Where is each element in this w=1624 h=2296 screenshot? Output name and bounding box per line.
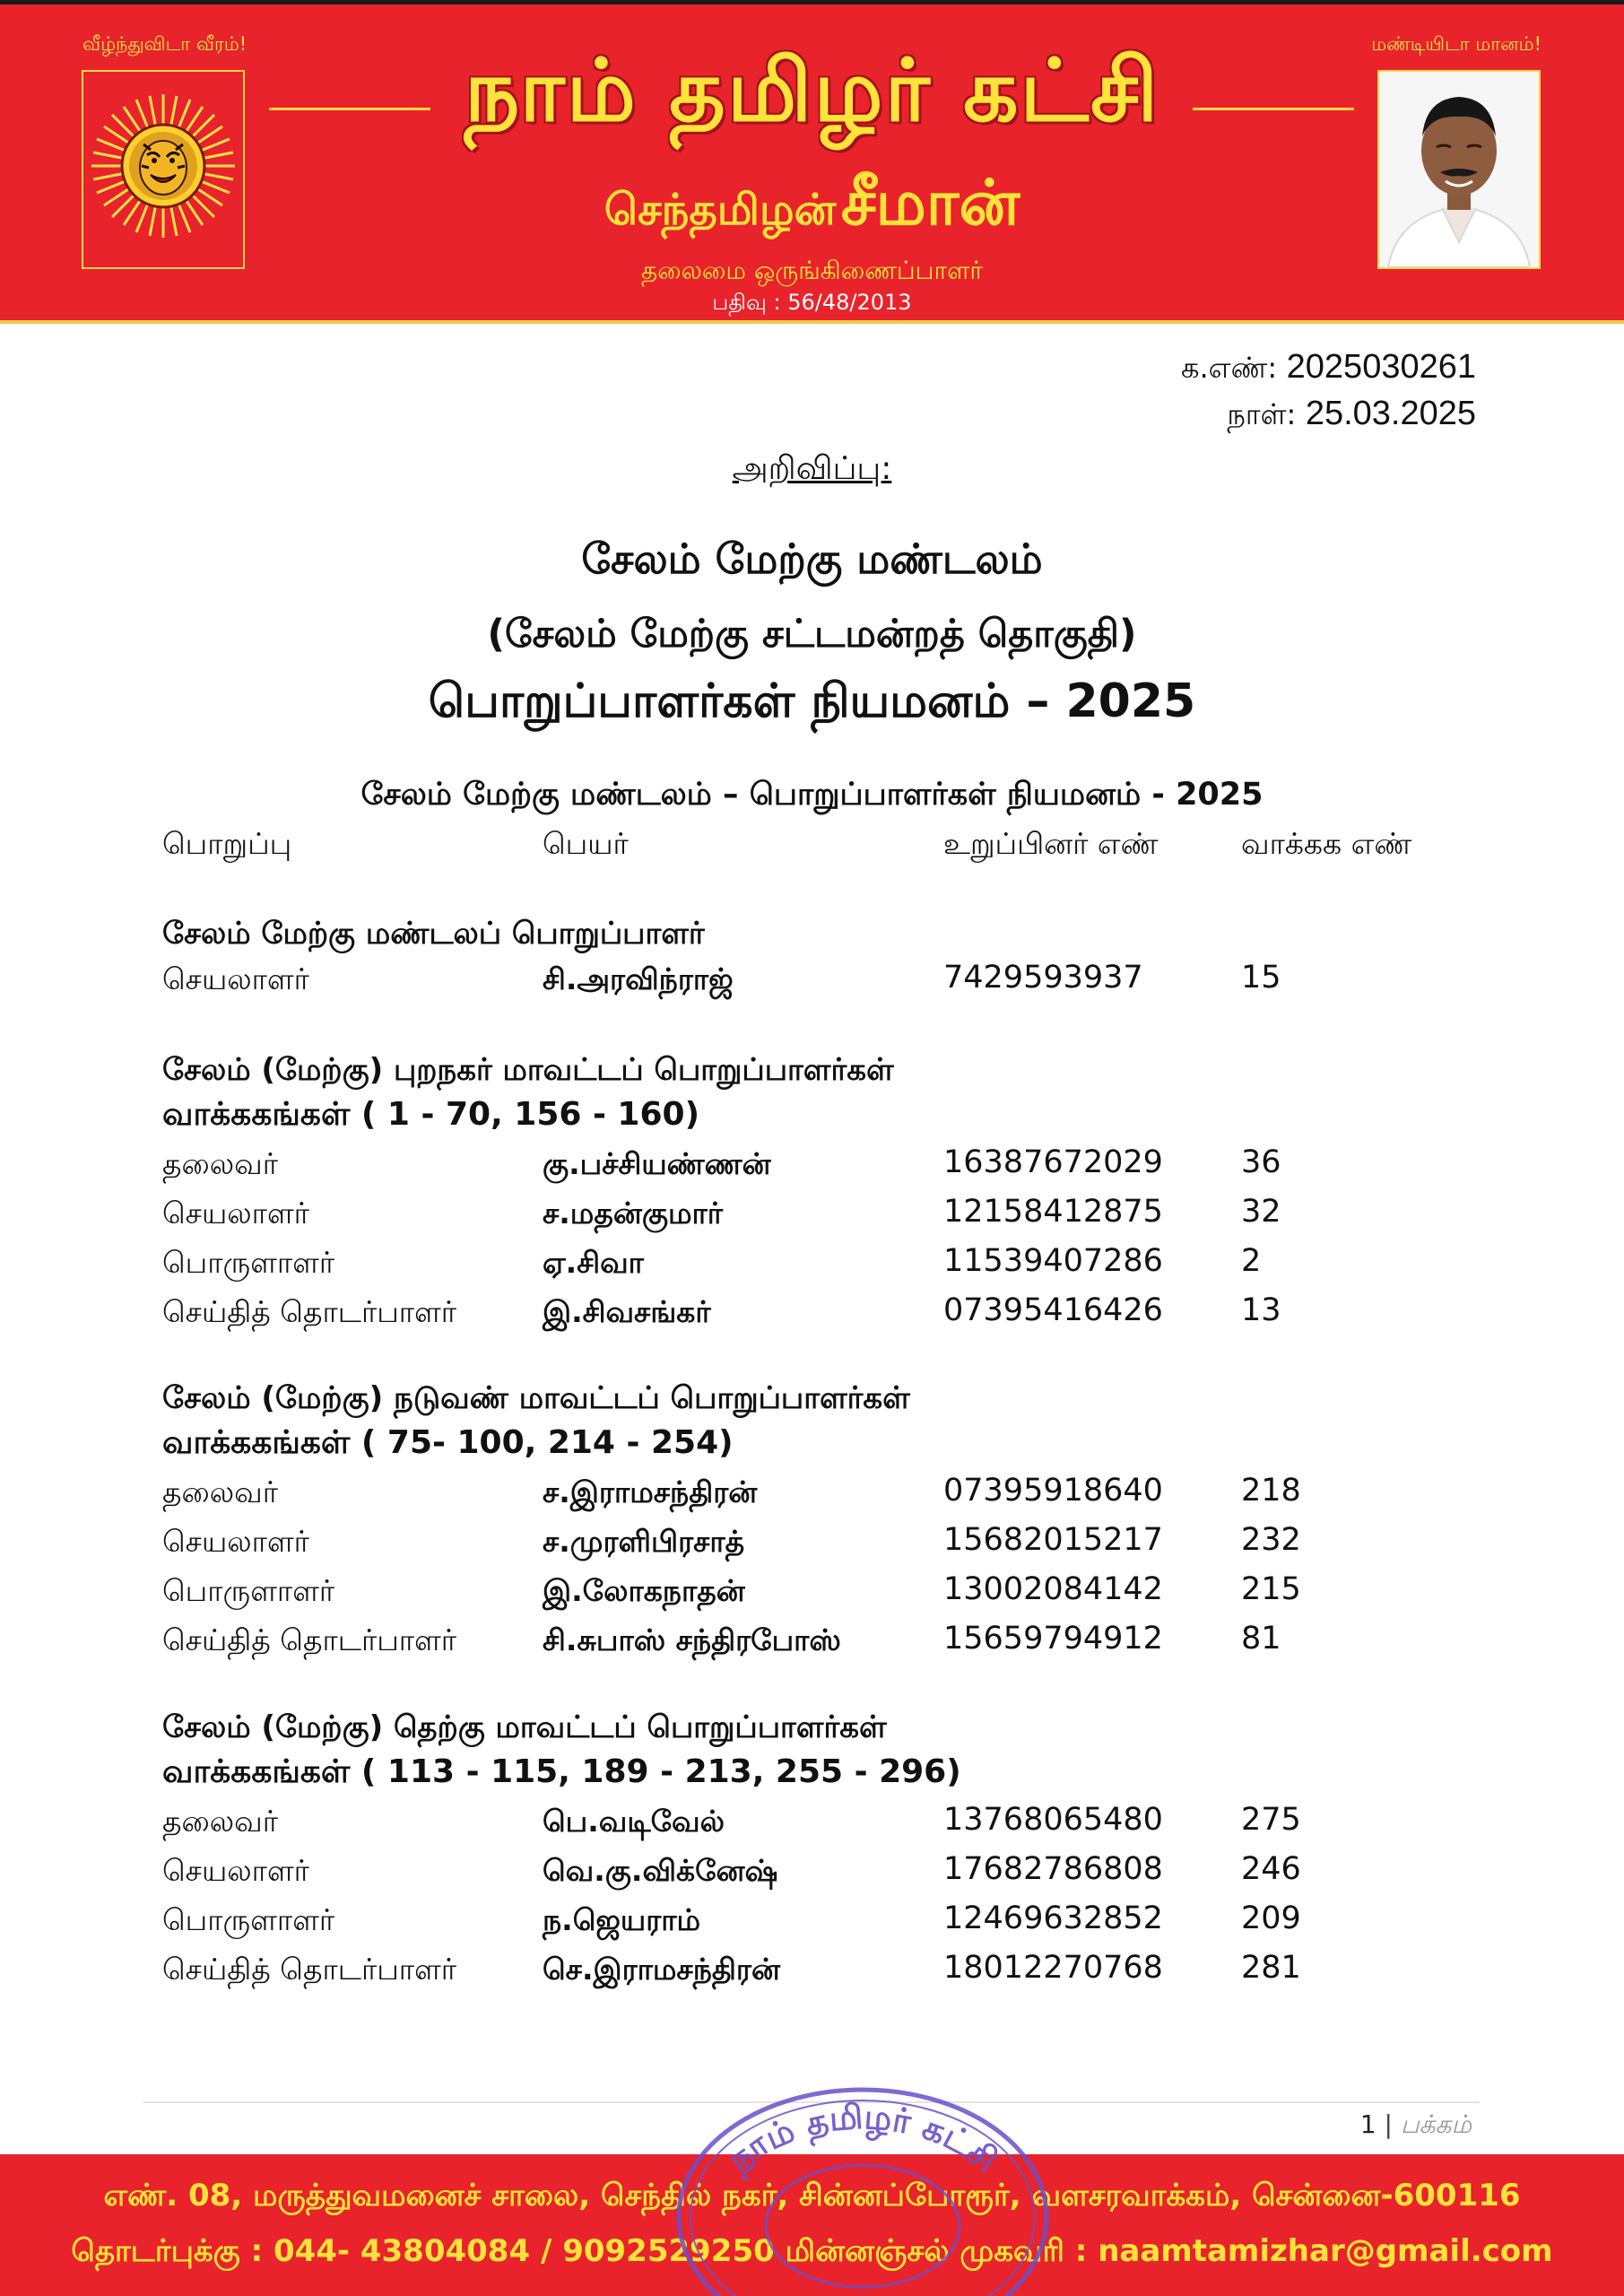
table-row-name: சி.சுபாஸ் சந்திரபோஸ் xyxy=(543,1622,841,1657)
table-row-name: ச.மதன்குமார் xyxy=(543,1196,724,1231)
table-row-booth: 2 xyxy=(1241,1243,1262,1279)
table-row-role: பொருளாளர் xyxy=(162,1573,335,1608)
table-row-name: ந.ஜெயராம் xyxy=(543,1902,701,1937)
table-row-name: வெ.கு.விக்னேஷ் xyxy=(543,1853,778,1888)
table-row-role: செயலாளர் xyxy=(162,1524,309,1559)
footer-contact: தொடர்புக்கு : 044- 43804084 / 9092529250 மின்னஞ்சல் முகவரி : naamtamizhar@gmail.com xyxy=(71,2233,1553,2269)
leader-name xyxy=(269,166,1355,239)
date-label: நாள்: xyxy=(1227,397,1297,431)
table-row-booth: 15 xyxy=(1241,960,1281,996)
table-row-member-id: 12469632852 xyxy=(943,1900,1163,1936)
table-row-member-id: 11539407286 xyxy=(943,1243,1163,1279)
table-row-booth: 13 xyxy=(1241,1292,1281,1328)
table-row-role: பொருளாளர் xyxy=(162,1902,335,1937)
table-row-name: இ.லோகநாதன் xyxy=(543,1573,745,1608)
notice-title-constituency: (சேலம் மேற்கு சட்டமன்றத் தொகுதி) xyxy=(487,612,1137,657)
table-row-name: பெ.வடிவேல் xyxy=(543,1804,725,1839)
table-row-booth: 232 xyxy=(1241,1522,1301,1558)
table-row-member-id: 13768065480 xyxy=(943,1802,1163,1838)
table-row-booth: 246 xyxy=(1241,1851,1301,1887)
notice-label: அறிவிப்பு: xyxy=(732,450,892,487)
section-booths-central: வாக்ககங்கள் ( 75- 100, 214 - 254) xyxy=(162,1424,734,1461)
page-number xyxy=(1360,2109,1472,2143)
table-row-member-id: 15659794912 xyxy=(943,1621,1163,1657)
table-row-member-id: 12158412875 xyxy=(943,1194,1163,1230)
page-number-word: பக்கம் xyxy=(1400,2109,1472,2139)
reference-number xyxy=(1181,348,1476,388)
leader-main-name: சீமான் xyxy=(840,166,1020,239)
table-row-name: ஏ.சிவா xyxy=(543,1245,644,1280)
tiger-sun-emblem-icon xyxy=(83,72,243,267)
footer-address: எண். 08, மருத்துவமனைச் சாலை, செந்தில் நகர், சின்னப்போரூர், வளசரவாக்கம், சென்னை-600116 xyxy=(103,2178,1521,2213)
table-row-member-id: 18012270768 xyxy=(943,1950,1163,1986)
table-row-member-id: 07395416426 xyxy=(943,1292,1163,1328)
table-row-name: கு.பச்சியண்ணன் xyxy=(543,1146,771,1181)
section-booths-suburban: வாக்ககங்கள் ( 1 - 70, 156 - 160) xyxy=(162,1096,700,1133)
table-row-name: இ.சிவசங்கர் xyxy=(543,1294,711,1329)
table-row-role: செயலாளர் xyxy=(162,1196,309,1231)
column-header-booth: வாக்கக எண் xyxy=(1241,826,1412,861)
table-row-name: ச.இராமசந்திரன் xyxy=(543,1474,758,1509)
column-header-member-id: உறுப்பினர் எண் xyxy=(943,826,1159,861)
table-row-role: செய்தித் தொடர்பாளர் xyxy=(162,1622,457,1657)
table-row-booth: 81 xyxy=(1241,1621,1281,1657)
party-seal-stamp-icon xyxy=(673,2074,1053,2296)
table-row-name: ச.முரளிபிரசாத் xyxy=(543,1524,745,1559)
section-heading-south: சேலம் (மேற்கு) தெற்கு மாவட்டப் பொறுப்பாளர்கள் xyxy=(162,1709,887,1745)
section-booths-south: வாக்ககங்கள் ( 113 - 115, 189 - 213, 255 - 296) xyxy=(162,1753,961,1790)
leader-role: தலைமை ஒருங்கிணைப்பாளர் xyxy=(640,256,984,285)
table-row-booth: 275 xyxy=(1241,1802,1301,1838)
reference-label: க.எண்: xyxy=(1180,351,1278,385)
table-row-member-id: 17682786808 xyxy=(943,1851,1163,1887)
slogan-right: மண்டியிடா மானம்! xyxy=(1371,33,1541,55)
table-row-booth: 281 xyxy=(1241,1950,1301,1986)
column-header-name: பெயர் xyxy=(543,826,629,861)
table-row-role: தலைவர் xyxy=(162,1146,278,1181)
table-row-role: செய்தித் தொடர்பாளர் xyxy=(162,1294,457,1329)
table-row-name: சி.அரவிந்ராஜ் xyxy=(543,961,734,996)
notice-title-appointment: பொறுப்பாளர்கள் நியமனம் – 2025 xyxy=(428,674,1196,728)
table-row-member-id: 07395918640 xyxy=(943,1473,1163,1509)
table-row-booth: 36 xyxy=(1241,1144,1281,1180)
letterhead-header xyxy=(0,0,1624,321)
table-row-booth: 218 xyxy=(1241,1473,1301,1509)
table-title: சேலம் மேற்கு மண்டலம் – பொறுப்பாளர்கள் நியமனம் - 2025 xyxy=(360,777,1264,813)
leader-portrait xyxy=(1377,70,1541,269)
party-name: நாம் தமிழர் கட்சி xyxy=(464,40,1160,141)
header-bottom-line xyxy=(0,320,1624,324)
table-row-booth: 209 xyxy=(1241,1900,1301,1936)
table-row-role: தலைவர் xyxy=(162,1804,278,1839)
column-header-role: பொறுப்பு xyxy=(162,826,292,861)
notice-title-zone: சேலம் மேற்கு மண்டலம் xyxy=(581,535,1043,583)
table-row-member-id: 13002084142 xyxy=(943,1571,1163,1607)
table-row-booth: 32 xyxy=(1241,1194,1281,1230)
date-value: 25.03.2025 xyxy=(1305,395,1476,432)
table-row-booth: 215 xyxy=(1241,1571,1301,1607)
registration-number: பதிவு : 56/48/2013 xyxy=(712,290,912,315)
section-heading-suburban: சேலம் (மேற்கு) புறநகர் மாவட்டப் பொறுப்பாளர்கள் xyxy=(162,1052,894,1088)
party-emblem-frame xyxy=(82,70,245,269)
section-heading-central: சேலம் (மேற்கு) நடுவண் மாவட்டப் பொறுப்பாளர்கள் xyxy=(162,1380,910,1416)
stamp-text: நாம் தமிழர் கட்சி xyxy=(720,2096,1005,2180)
table-row-role: செய்தித் தொடர்பாளர் xyxy=(162,1952,457,1987)
table-row-role: செயலாளர் xyxy=(162,961,309,996)
table-row-role: செயலாளர் xyxy=(162,1853,309,1888)
table-row-member-id: 7429593937 xyxy=(943,960,1143,996)
document-date xyxy=(1227,395,1476,435)
table-row-member-id: 15682015217 xyxy=(943,1522,1163,1558)
page-number-value: 1 xyxy=(1359,2109,1376,2139)
table-row-name: செ.இராமசந்திரன் xyxy=(543,1952,780,1987)
table-row-role: பொருளாளர் xyxy=(162,1245,335,1280)
leader-prefix: செந்தமிழன் xyxy=(604,185,837,235)
portrait-image-icon xyxy=(1379,72,1539,267)
table-row-role: தலைவர் xyxy=(162,1474,278,1509)
page-number-separator: | xyxy=(1384,2109,1393,2139)
table-row-member-id: 16387672029 xyxy=(943,1144,1163,1180)
section-heading-zone: சேலம் மேற்கு மண்டலப் பொறுப்பாளர் xyxy=(162,916,705,952)
slogan-left: வீழ்ந்துவிடா வீரம்! xyxy=(83,33,248,55)
reference-value: 2025030261 xyxy=(1286,348,1476,386)
